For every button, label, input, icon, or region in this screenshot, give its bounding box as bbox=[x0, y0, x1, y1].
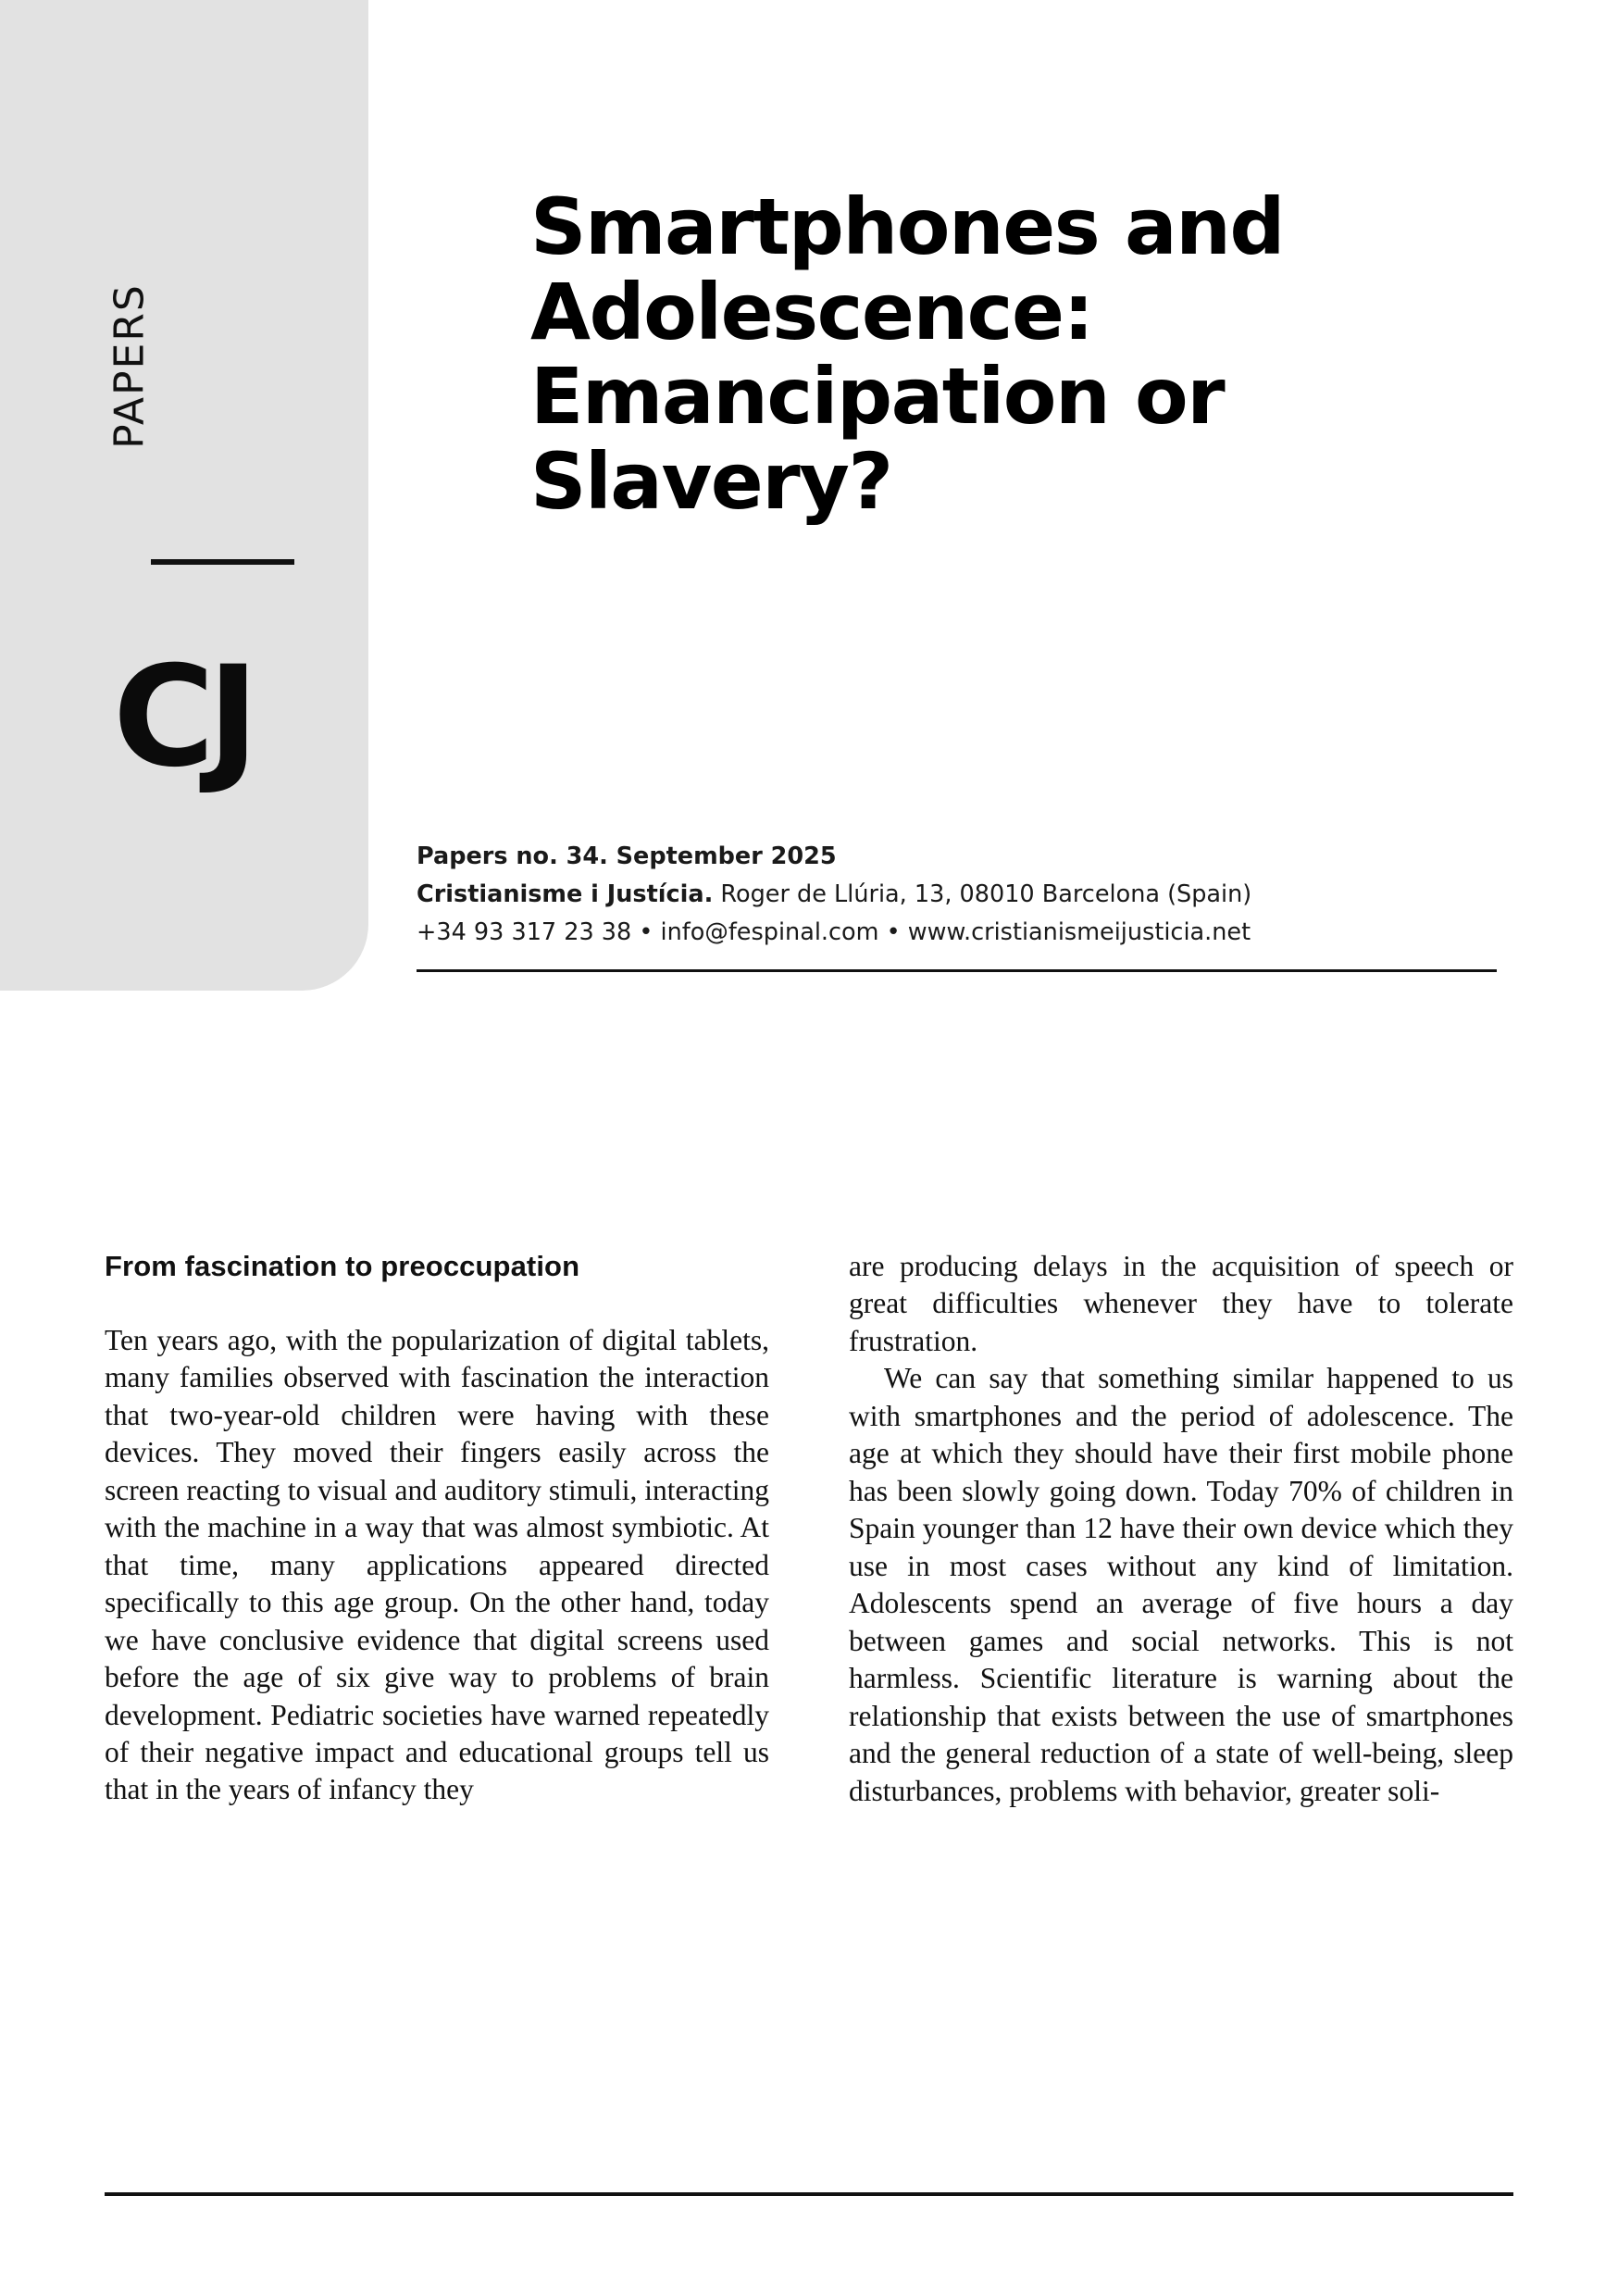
imprint-publisher-name: Cristianisme i Justícia. bbox=[417, 880, 714, 908]
paragraph: are producing delays in the acquisition of speech or great difficulties whenever they have to tolerate frustration. bbox=[849, 1250, 1513, 1357]
papers-vertical-label: PAPERS bbox=[106, 283, 154, 449]
article-columns bbox=[105, 1248, 1513, 2137]
imprint-publisher-address: Roger de Llúria, 13, 08010 Barcelona (Spain) bbox=[713, 880, 1252, 908]
imprint-divider bbox=[417, 969, 1497, 972]
document-header bbox=[0, 0, 1618, 991]
imprint-issue bbox=[417, 838, 1490, 876]
imprint-block bbox=[417, 838, 1490, 951]
header-grey-panel bbox=[0, 0, 368, 991]
imprint-issue-text: Papers no. 34. September 2025 bbox=[417, 842, 837, 870]
imprint-publisher bbox=[417, 876, 1490, 914]
footer-divider bbox=[105, 2192, 1513, 2196]
imprint-contact: +34 93 317 23 38 • info@fespinal.com • www.cristianismeijusticia.net bbox=[417, 917, 1251, 946]
paragraph: We can say that something similar happened to us with smartphones and the period of adolescence. The age at which they should have their first mobile phone has been slowly going down. Today 70% of children in Spain younger than 12 have their own device which they use in most cases without any kind of limitation. Adolescents spend an average of five hours a day between games and social networks. This is not harmless. Scientific literature is warning about the relationship that exists between the use of smartphones and the general reduction of a state of well-being, sleep disturbances, problems with behavior, greater soli- bbox=[849, 1362, 1513, 1807]
paragraph: Ten years ago, with the popularization of digital tablets, many families observed with fascination the interaction that two-year-old children were having with these devices. They moved their fingers easily across the screen reacting to visual and auditory stimuli, interacting with the machine in a way that was almost symbiotic. At that time, many applications appeared directed specifically to this age group. On the other hand, today we have conclusive evidence that digital screens used before the age of six give way to problems of brain development. Pediatric societies have warned repeatedly of their negative impact and educational groups tell us that in the years of infancy they bbox=[105, 1323, 769, 1806]
cj-logo: CJ bbox=[113, 637, 252, 798]
article-column-left bbox=[105, 1248, 769, 2137]
section-heading: From fascination to preoccupation bbox=[105, 1250, 580, 1282]
logo-divider-mark bbox=[151, 559, 294, 565]
article-column-right bbox=[849, 1248, 1513, 2137]
page-title: Smartphones and Adolescence: Emancipation or Slavery? bbox=[530, 181, 1285, 527]
